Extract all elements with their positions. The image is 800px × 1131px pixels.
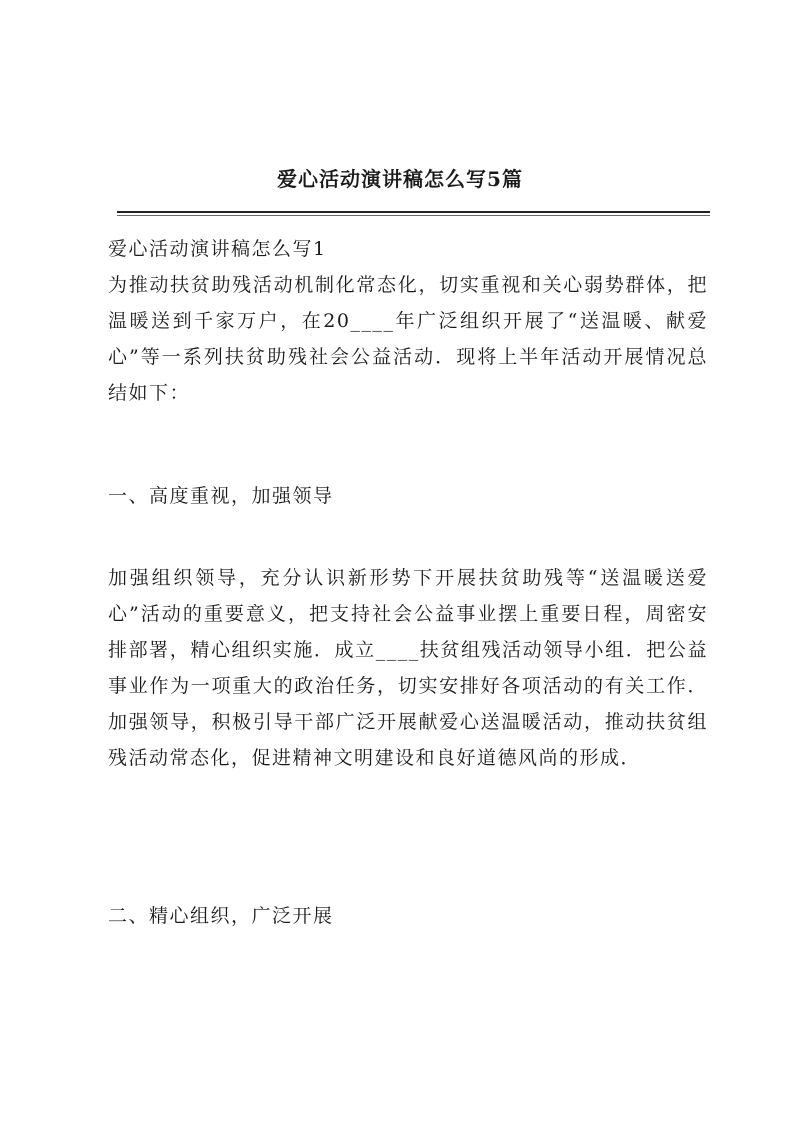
document-title: 爱心活动演讲稿怎么写5篇	[277, 167, 523, 191]
title-divider-thin	[117, 215, 710, 216]
section-heading-1: 一、高度重视，加强领导	[108, 485, 334, 507]
title-divider-thick	[117, 211, 710, 213]
intro-paragraph: 为推动扶贫助残活动机制化常态化，切实重视和关心弱势群体，把温暖送到千家万户，在20____年广泛组织开展了“送温暖、献爱心”等一系列扶贫助残社会公益活动．现将上半年活动开展情况总结如下：	[108, 274, 708, 404]
section-heading-2: 二、精心组织，广泛开展	[108, 905, 334, 927]
section-subtitle: 爱心活动演讲稿怎么写1	[108, 238, 327, 260]
section-1-paragraph: 加强组织领导，充分认识新形势下开展扶贫助残等“送温暖送爱心”活动的重要意义，把支持社会公益事业摆上重要日程，周密安排部署，精心组织实施．成立____扶贫组残活动领导小组．把公益事业作为一项重大的政治任务，切实安排好各项活动的有关工作．加强领导，积极引导干部广泛开展献爱心送温暖活动，推动扶贫组残活动常态化，促进精神文明建设和良好道德风尚的形成．	[108, 567, 708, 769]
